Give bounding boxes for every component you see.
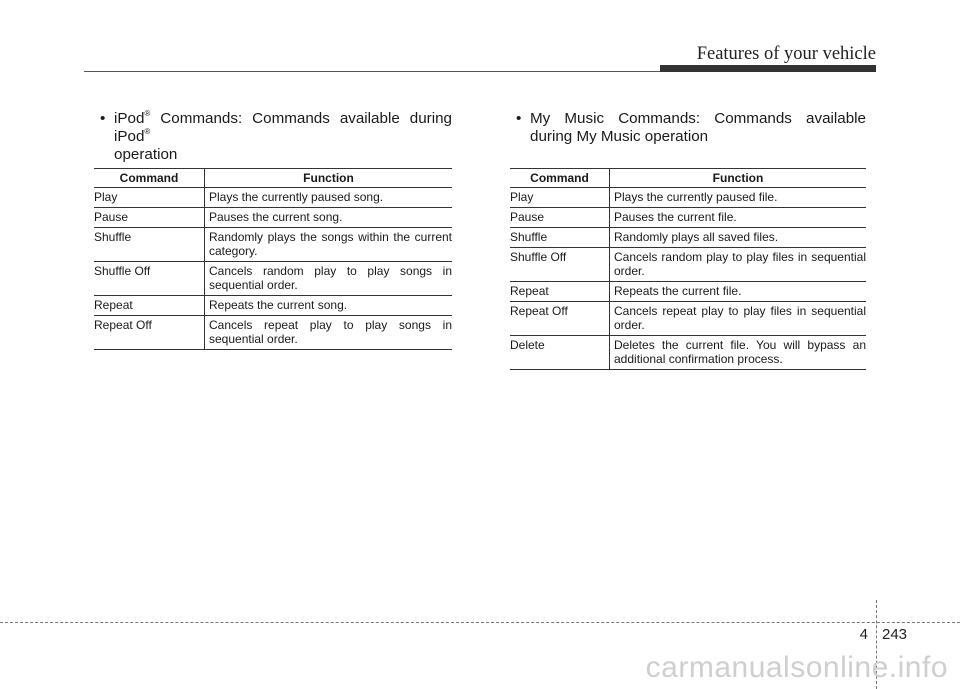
column-header-function: Function [205,169,453,188]
function-cell: Cancels repeat play to play songs in sequential order. [205,316,453,350]
table-row [94,208,452,228]
watermark: carmanualsonline.info [645,651,948,684]
table-row [510,302,866,336]
ipod-commands-section [94,109,452,346]
table-row [510,248,866,282]
command-cell: Repeat [94,296,205,316]
ipod-intro [94,110,452,164]
function-cell: Cancels random play to play files in sequential order. [610,248,867,282]
my-music-commands-section [510,110,866,366]
table-row [510,208,866,228]
table-row [510,282,866,302]
command-cell: Pause [94,208,205,228]
table-header-row [510,169,866,188]
function-cell: Randomly plays the songs within the current category. [205,228,453,262]
function-cell: Plays the currently paused file. [610,188,867,208]
header-rule-accent [660,65,876,72]
my-music-intro [510,110,866,146]
table-row [510,188,866,208]
table-row [510,228,866,248]
command-cell: Shuffle Off [94,262,205,296]
command-cell: Repeat [510,282,610,302]
bullet-icon: • [516,110,522,127]
function-cell: Repeats the current file. [610,282,867,302]
function-cell: Repeats the current song. [205,296,453,316]
registered-mark: ® [144,127,151,136]
bullet-icon: • [100,110,106,127]
function-cell: Deletes the current file. You will bypass an additional confirmation process. [610,336,867,370]
ipod-intro-text1: iPod [114,110,145,127]
table-row [510,336,866,370]
command-cell: Shuffle [510,228,610,248]
table-header-row [94,169,452,188]
command-cell: Shuffle Off [510,248,610,282]
column-header-command: Command [94,169,205,188]
ipod-intro-text3: operation [114,146,178,163]
table-row [94,296,452,316]
command-cell: Play [510,188,610,208]
my-music-commands-table [510,168,866,370]
function-cell: Cancels repeat play to play files in sequential order. [610,302,867,336]
function-cell: Randomly plays all saved files. [610,228,867,248]
column-header-function: Function [610,169,867,188]
footer-rule [0,622,960,623]
my-music-intro-text: My Music Commands: Commands available during My Music operation [530,110,866,145]
ipod-intro-text2: Commands: Commands available during iPod [114,110,452,145]
command-cell: Pause [510,208,610,228]
ipod-commands-table [94,168,452,350]
command-cell: Delete [510,336,610,370]
table-row [94,188,452,208]
command-cell: Shuffle [94,228,205,262]
header-title: Features of your vehicle [696,44,876,64]
command-cell: Play [94,188,205,208]
chapter-number: 4 [859,626,868,643]
function-cell: Plays the currently paused song. [205,188,453,208]
registered-mark: ® [144,109,151,118]
function-cell: Cancels random play to play songs in sequential order. [205,262,453,296]
function-cell: Pauses the current file. [610,208,867,228]
column-header-command: Command [510,169,610,188]
command-cell: Repeat Off [94,316,205,350]
command-cell: Repeat Off [510,302,610,336]
function-cell: Pauses the current song. [205,208,453,228]
table-row [94,262,452,296]
page-number: 243 [882,626,908,643]
table-row [94,228,452,262]
table-row [94,316,452,350]
